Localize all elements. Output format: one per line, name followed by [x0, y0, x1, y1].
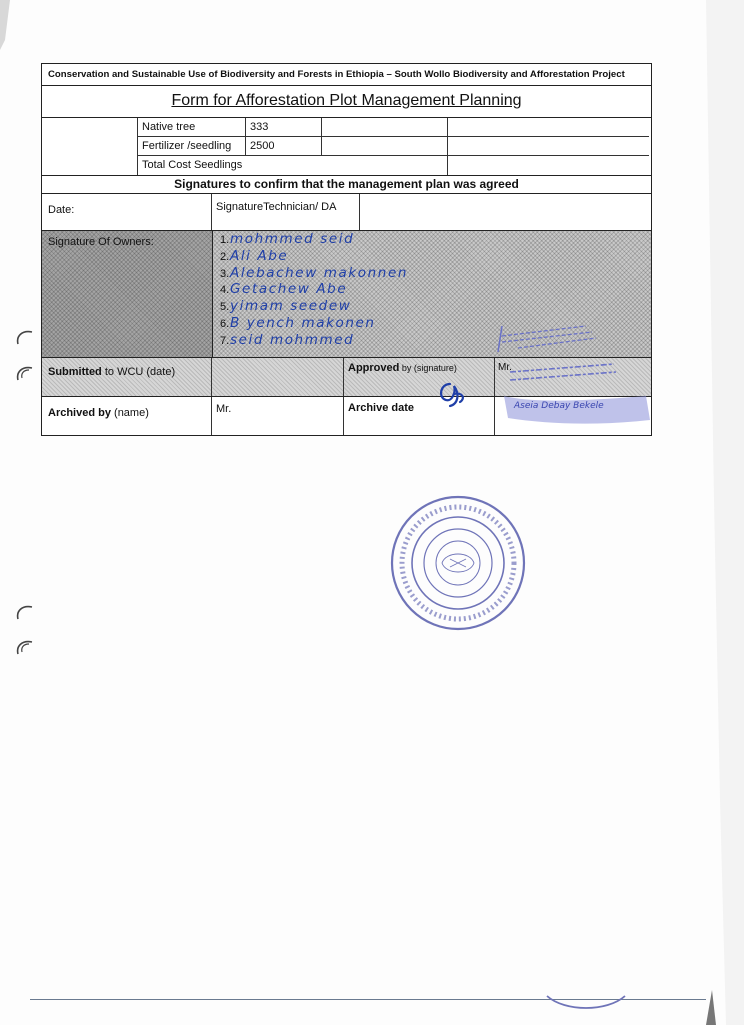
owner-number: 7.	[220, 334, 230, 347]
office-rubber-stamp	[496, 322, 656, 434]
submitted-label-rest: to WCU (date)	[101, 366, 176, 378]
row-divider	[343, 358, 344, 396]
form-title	[42, 86, 651, 118]
row-divider	[211, 358, 212, 396]
archived-by-rest: (name)	[110, 407, 149, 419]
owner-handwritten-name: yimam seedew	[230, 298, 352, 315]
owner-handwritten-name: Getachew Abe	[230, 281, 348, 298]
owner-signature-line	[220, 332, 408, 349]
owner-number: 5.	[220, 301, 230, 314]
owner-number: 6.	[220, 317, 230, 330]
punch-hole-mark	[14, 366, 34, 382]
owner-signature-line	[220, 231, 408, 248]
owner-handwritten-name: mohmmed seid	[230, 231, 355, 247]
approved-mr: Mr.	[498, 362, 512, 373]
owner-signature-line	[220, 315, 408, 332]
row-divider	[494, 358, 495, 396]
punch-hole-mark	[14, 330, 34, 346]
date-row-divider	[211, 194, 212, 230]
owner-handwritten-name: Ali Abe	[230, 247, 289, 264]
technician-signature-label: SignatureTechnician/ DA	[216, 201, 337, 213]
bottom-stamp-fragment	[545, 994, 627, 1012]
official-round-seal	[388, 493, 528, 633]
punch-hole-mark	[14, 640, 34, 656]
owner-number: 4.	[220, 284, 230, 297]
owner-number: 3.	[220, 267, 230, 280]
approved-label	[348, 362, 457, 374]
signatures-header: Signatures to confirm that the management plan was agreed	[42, 176, 651, 194]
date-row-divider	[359, 194, 360, 230]
owner-signature-list	[220, 231, 408, 349]
archive-date-bold: Archive date	[348, 402, 415, 414]
total-cost-label: Total Cost Seedlings	[142, 159, 243, 171]
submitted-label-bold: Submitted	[48, 366, 102, 378]
owner-handwritten-name: seid mohmmed	[230, 331, 355, 348]
native-tree-label: Native tree	[142, 121, 196, 133]
owner-handwritten-name: Alebachew makonnen	[230, 264, 409, 281]
row-divider	[343, 397, 344, 435]
approved-label-bold: Approved	[348, 362, 400, 374]
fertilizer-value: 2500	[250, 140, 275, 152]
archived-mr: Mr.	[216, 403, 232, 415]
archive-date-label	[348, 402, 414, 414]
stamp-name-text: Aseia Debay Bekele	[514, 401, 604, 411]
owner-signature-line	[220, 265, 408, 282]
submitted-label	[48, 366, 175, 378]
date-row	[42, 194, 651, 231]
row-divider	[211, 397, 212, 435]
cost-table	[42, 118, 651, 176]
date-label: Date:	[48, 204, 75, 216]
project-title: Conservation and Sustainable Use of Biodiversity and Forests in Ethiopia – South Wollo Biodiversity and Afforestation Project	[42, 64, 651, 86]
native-tree-value: 333	[250, 121, 269, 133]
cost-table-divider	[447, 118, 448, 175]
archived-by-label	[48, 407, 149, 419]
form-title-text: Form for Afforestation Plot Management Planning	[171, 92, 522, 109]
owners-label-cell	[42, 231, 213, 357]
punch-hole-mark	[14, 605, 34, 621]
owner-number: 2.	[220, 250, 230, 263]
approver-signature	[436, 378, 472, 408]
owner-handwritten-name: B yench makonen	[230, 314, 376, 331]
owner-number: 1.	[220, 234, 230, 246]
cost-table-divider	[321, 118, 322, 156]
owner-signature-line	[220, 281, 408, 298]
approved-label-rest: by (signature)	[399, 363, 457, 373]
row-divider	[494, 397, 495, 435]
fertilizer-label: Fertilizer /seedling	[142, 140, 232, 152]
archived-by-bold: Archived by	[48, 407, 111, 419]
owner-signature-line	[220, 298, 408, 315]
owner-signature-line	[220, 248, 408, 265]
owners-label: Signature Of Owners:	[48, 236, 154, 248]
